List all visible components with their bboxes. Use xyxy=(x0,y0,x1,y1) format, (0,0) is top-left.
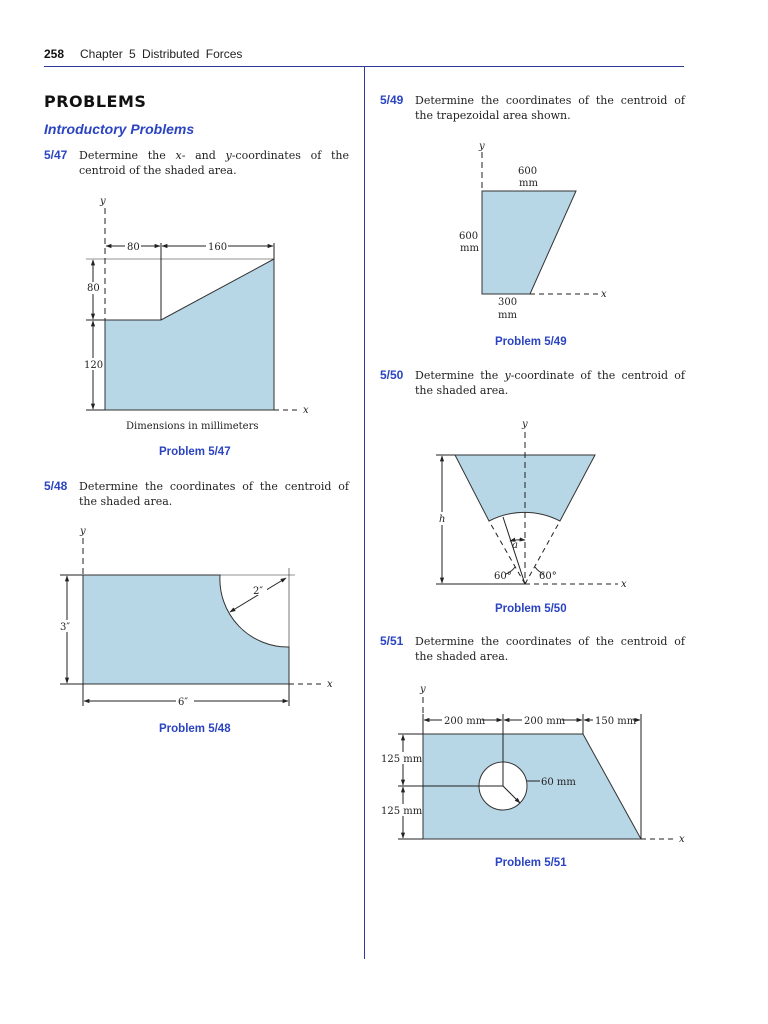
section-label: Distributed Forces xyxy=(142,47,243,61)
radius-line xyxy=(503,786,520,803)
angle-60-left: 60° xyxy=(494,571,512,582)
problem-number: 5/50 xyxy=(380,368,404,382)
text-part: -coordinate of the centroid of the shaded area. xyxy=(415,369,685,397)
figure-5-50 xyxy=(436,432,618,584)
angle-alpha: a xyxy=(512,540,518,551)
text-part: Determine the xyxy=(415,369,505,382)
page-heading: PROBLEMS xyxy=(44,92,147,111)
figure-5-48 xyxy=(60,538,324,706)
dim-600-top: 600 xyxy=(518,166,538,177)
x-axis-label: x xyxy=(327,679,333,690)
text-italic: x xyxy=(175,149,182,162)
figure-5-47 xyxy=(86,208,300,410)
problem-number: 5/48 xyxy=(44,479,68,493)
dim-160: 160 xyxy=(208,242,228,253)
caption-5-47: Problem 5/47 xyxy=(159,446,231,458)
problem-number: 5/47 xyxy=(44,148,68,162)
x-axis-label: x xyxy=(601,289,607,300)
y-axis-label: y xyxy=(420,684,426,695)
angle-60-right: 60° xyxy=(539,571,557,582)
dim-125-mm-a: 125 mm xyxy=(381,754,423,765)
y-axis-label: y xyxy=(479,141,485,152)
trapezoid-area xyxy=(482,191,576,294)
dim-600-left: 600 xyxy=(459,231,479,242)
problem-text: Determine the coordinates of the centroid of the shaded area. xyxy=(79,480,349,508)
dim-150-mm: 150 mm xyxy=(595,716,637,727)
dim-300: 300 xyxy=(498,297,518,308)
dim-200-mm-a: 200 mm xyxy=(444,716,486,727)
dim-600-top-unit: mm xyxy=(519,178,538,189)
caption-5-49: Problem 5/49 xyxy=(495,336,567,348)
units-note: Dimensions in millimeters xyxy=(126,421,259,432)
dim-120: 120 xyxy=(84,360,104,371)
dim-600-left-unit: mm xyxy=(460,243,479,254)
x-axis-label: x xyxy=(303,405,309,416)
dim-2-inch: 2″ xyxy=(253,586,264,597)
text-part: Determine the xyxy=(79,149,176,162)
problem-number: 5/51 xyxy=(380,634,404,648)
problem-text: Determine the coordinates of the centroid of the trapezoidal area shown. xyxy=(415,94,685,122)
x-axis-label: x xyxy=(679,834,685,845)
caption-5-48: Problem 5/48 xyxy=(159,723,231,735)
shaded-area xyxy=(105,259,274,410)
problem-text: Determine the coordinates of the centroid of the shaded area. xyxy=(415,635,685,663)
dim-300-unit: mm xyxy=(498,310,517,321)
caption-5-50: Problem 5/50 xyxy=(495,603,567,615)
dim-80-vertical: 80 xyxy=(87,283,100,294)
text-italic: y xyxy=(504,369,511,382)
y-axis-label: y xyxy=(522,419,528,430)
dim-3-inch: 3″ xyxy=(60,622,71,633)
text-italic: y xyxy=(225,149,232,162)
caption-5-51: Problem 5/51 xyxy=(495,857,567,869)
text-part: - and xyxy=(181,149,226,162)
section-subheading: Introductory Problems xyxy=(44,121,195,137)
y-axis-label: y xyxy=(100,196,106,207)
dim-h: h xyxy=(439,514,446,525)
y-axis-label: y xyxy=(80,526,86,537)
dim-200-mm-b: 200 mm xyxy=(524,716,566,727)
dim-6-inch: 6″ xyxy=(178,697,189,708)
dim-125-mm-b: 125 mm xyxy=(381,806,423,817)
text-part: -coordinates of the centroid of the shaded area. xyxy=(79,149,349,177)
figure-5-49 xyxy=(482,152,598,294)
chapter-label: Chapter 5 xyxy=(80,47,136,61)
dim-80-horizontal: 80 xyxy=(127,242,140,253)
x-axis-label: x xyxy=(621,579,627,590)
page-number: 258 xyxy=(44,47,65,61)
dim-60-mm: 60 mm xyxy=(541,777,576,788)
problem-number: 5/49 xyxy=(380,93,404,107)
